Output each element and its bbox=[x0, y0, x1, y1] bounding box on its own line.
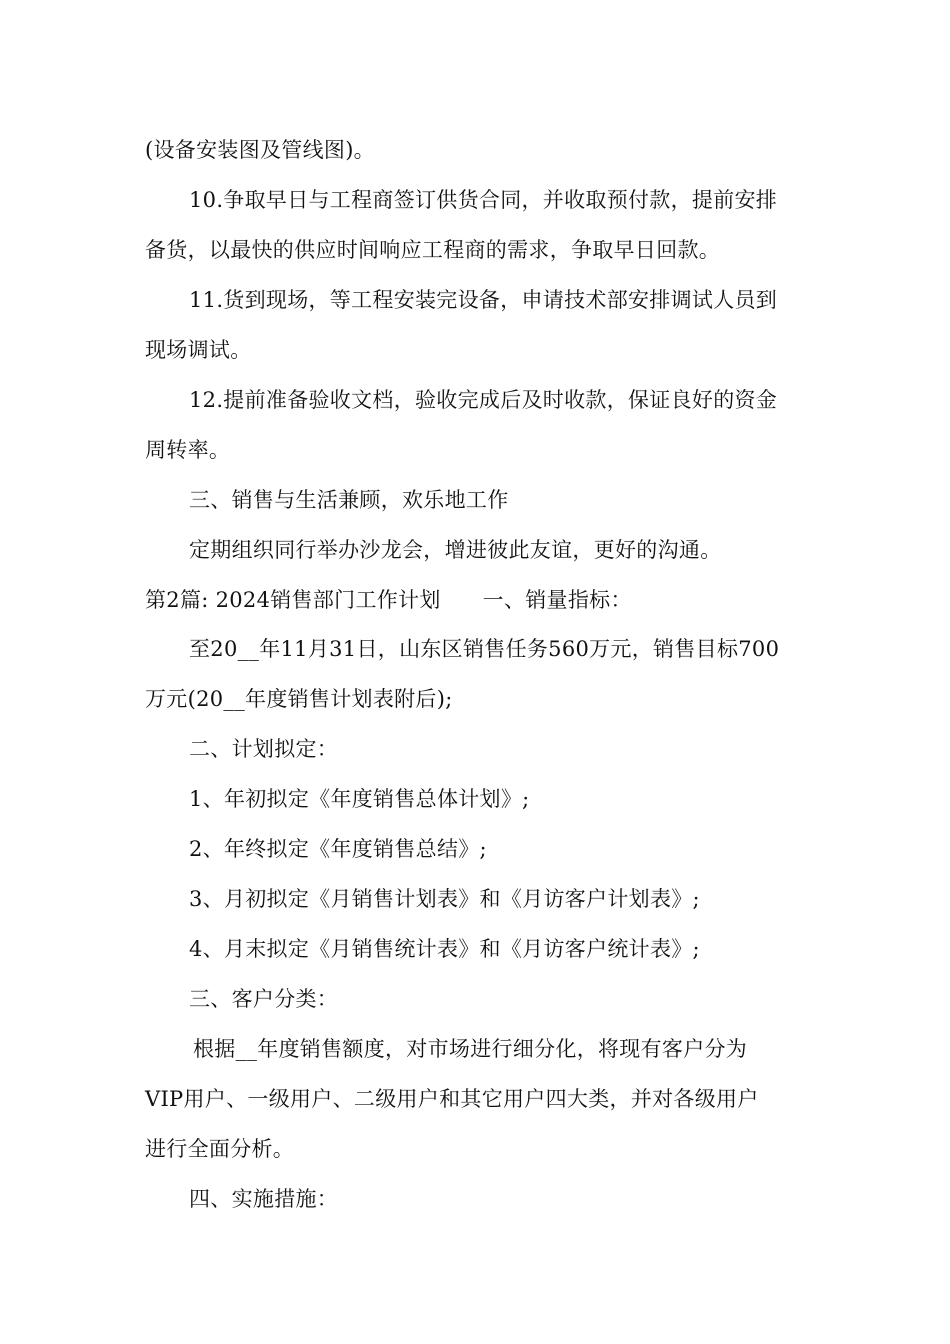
list-item: 1、年初拟定《年度销售总体计划》; bbox=[189, 787, 530, 811]
section-heading: 三、客户分类： bbox=[189, 987, 339, 1011]
text-line: 10.争取早日与工程商签订供货合同，并收取预付款，提前安排 bbox=[189, 188, 778, 212]
text-line: VIP用户、一级用户、二级用户和其它用户四大类，并对各级用户 bbox=[145, 1087, 759, 1111]
text-line: 备货，以最快的供应时间响应工程商的需求，争取早日回款。 bbox=[145, 238, 721, 262]
text-line: 进行全面分析。 bbox=[145, 1137, 295, 1161]
chapter-title: 第2篇: 2024销售部门工作计划 bbox=[145, 588, 441, 612]
list-item: 2、年终拟定《年度销售总结》; bbox=[189, 837, 487, 861]
text-line: 11.货到现场，等工程安装完设备，申请技术部安排调试人员到 bbox=[189, 288, 778, 312]
section-heading: 二、计划拟定： bbox=[189, 737, 339, 761]
section-heading: 四、实施措施： bbox=[189, 1187, 339, 1211]
list-item: 4、月末拟定《月销售统计表》和《月访客户统计表》; bbox=[189, 937, 700, 961]
text-line: 至20__年11月31日，山东区销售任务560万元，销售目标700 bbox=[189, 637, 780, 661]
text-line: 定期组织同行举办沙龙会，增进彼此友谊，更好的沟通。 bbox=[189, 538, 722, 562]
text-line: 12.提前准备验收文档，验收完成后及时收款，保证良好的资金 bbox=[189, 388, 778, 412]
list-item: 3、月初拟定《月销售计划表》和《月访客户计划表》; bbox=[189, 887, 700, 911]
text-line: 现场调试。 bbox=[145, 338, 252, 362]
section-heading: 三、销售与生活兼顾，欢乐地工作 bbox=[189, 488, 509, 512]
text-line: 根据__年度销售额度，对市场进行细分化，将现有客户分为 bbox=[193, 1037, 748, 1061]
text-line: 周转率。 bbox=[145, 438, 231, 462]
text-line: 万元(20__年度销售计划表附后); bbox=[145, 687, 453, 711]
section-heading: 一、销量指标： bbox=[482, 588, 632, 612]
chapter-heading-line bbox=[145, 585, 632, 615]
text-line: (设备安装图及管线图)。 bbox=[145, 138, 375, 162]
